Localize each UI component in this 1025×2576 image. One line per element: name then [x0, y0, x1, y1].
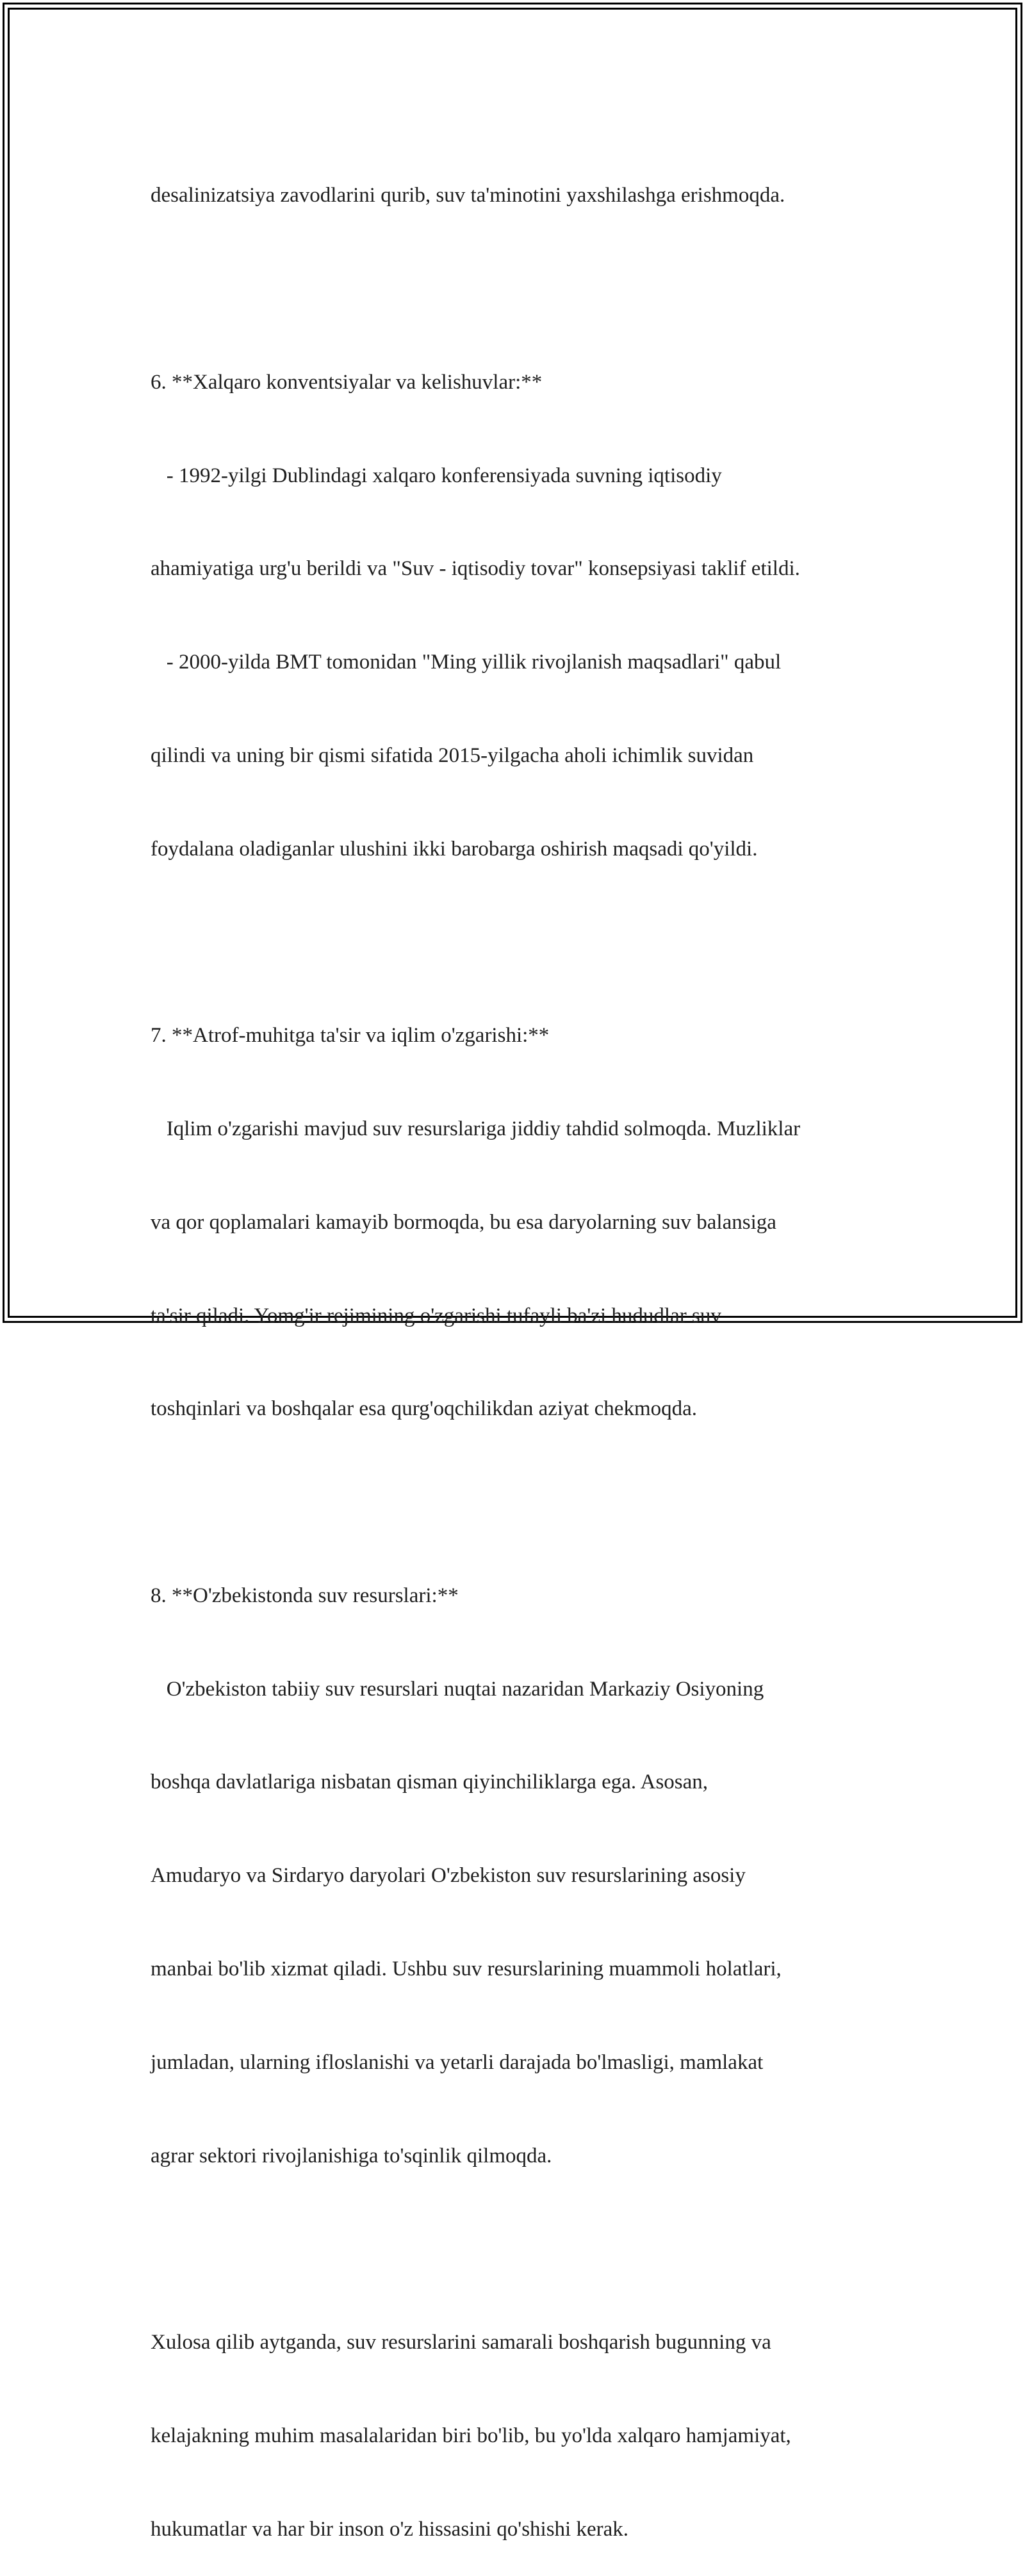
blank-line — [151, 273, 887, 305]
blank-line — [151, 927, 887, 958]
text-line: agrar sektori rivojlanishiga to'sqinlik qilmoqda. — [151, 2144, 552, 2167]
section-heading: 6. **Xalqaro konventsiyalar va kelishuvlar:** — [151, 370, 543, 394]
text-line: qilindi va uning bir qismi sifatida 2015-yilgacha aholi ichimlik suvidan — [151, 743, 754, 767]
blank-line — [151, 1487, 887, 1518]
document-body — [151, 118, 887, 2576]
text-line: ahamiyatiga urg'u berildi va "Suv - iqtisodiy tovar" konsepsiyasi taklif etildi. — [151, 557, 800, 581]
section-heading: 8. **O'zbekistonda suv resurslari:** — [151, 1584, 459, 1607]
text-line: desalinizatsiya zavodlarini qurib, suv ta'minotini yaxshilashga erishmoqda. — [151, 184, 785, 207]
text-line: Amudaryo va Sirdaryo daryolari O'zbekiston suv resurslarining asosiy — [151, 1864, 746, 1888]
text-line: foydalana oladiganlar ulushini ikki barobarga oshirish maqsadi qo'yildi. — [151, 837, 758, 861]
section-heading: 7. **Atrof-muhitga ta'sir va iqlim o'zgarishi:** — [151, 1024, 550, 1048]
text-line: toshqinlari va boshqalar esa qurg'oqchilikdan aziyat chekmoqda. — [151, 1397, 698, 1421]
text-line: O'zbekiston tabiiy suv resurslari nuqtai nazaridan Markaziy Osiyoning — [151, 1677, 764, 1701]
text-line: - 2000-yilda BMT tomonidan "Ming yillik rivojlanish maqsadlari" qabul — [151, 651, 782, 674]
text-line: va qor qoplamalari kamayib bormoqda, bu esa daryolarning suv balansiga — [151, 1210, 776, 1234]
conclusion-line: kelajakning muhim masalalaridan biri bo'lib, bu yo'lda xalqaro hamjamiyat, — [151, 2424, 791, 2447]
text-line: ta'sir qiladi. Yomg'ir rejimining o'zgarishi tufayli ba'zi hududlar suv — [151, 1304, 721, 1327]
conclusion-line: hukumatlar va har bir inson o'z hissasini qo'shishi kerak. — [151, 2517, 629, 2541]
blank-line — [151, 2233, 887, 2265]
text-line: boshqa davlatlariga nisbatan qisman qiyinchiliklarga ega. Asosan, — [151, 1770, 709, 1794]
text-line: Iqlim o'zgarishi mavjud suv resurslariga jiddiy tahdid solmoqda. Muzliklar — [151, 1117, 801, 1140]
conclusion-line: Xulosa qilib aytganda, suv resurslarini samarali boshqarish bugunning va — [151, 2331, 771, 2354]
text-line: - 1992-yilgi Dublindagi xalqaro konferensiyada suvning iqtisodiy — [151, 464, 722, 487]
text-line: manbai bo'lib xizmat qiladi. Ushbu suv resurslarining muammoli holatlari, — [151, 1957, 782, 1981]
text-line: jumladan, ularning ifloslanishi va yetarli darajada bo'lmasligi, mamlakat — [151, 2050, 764, 2074]
